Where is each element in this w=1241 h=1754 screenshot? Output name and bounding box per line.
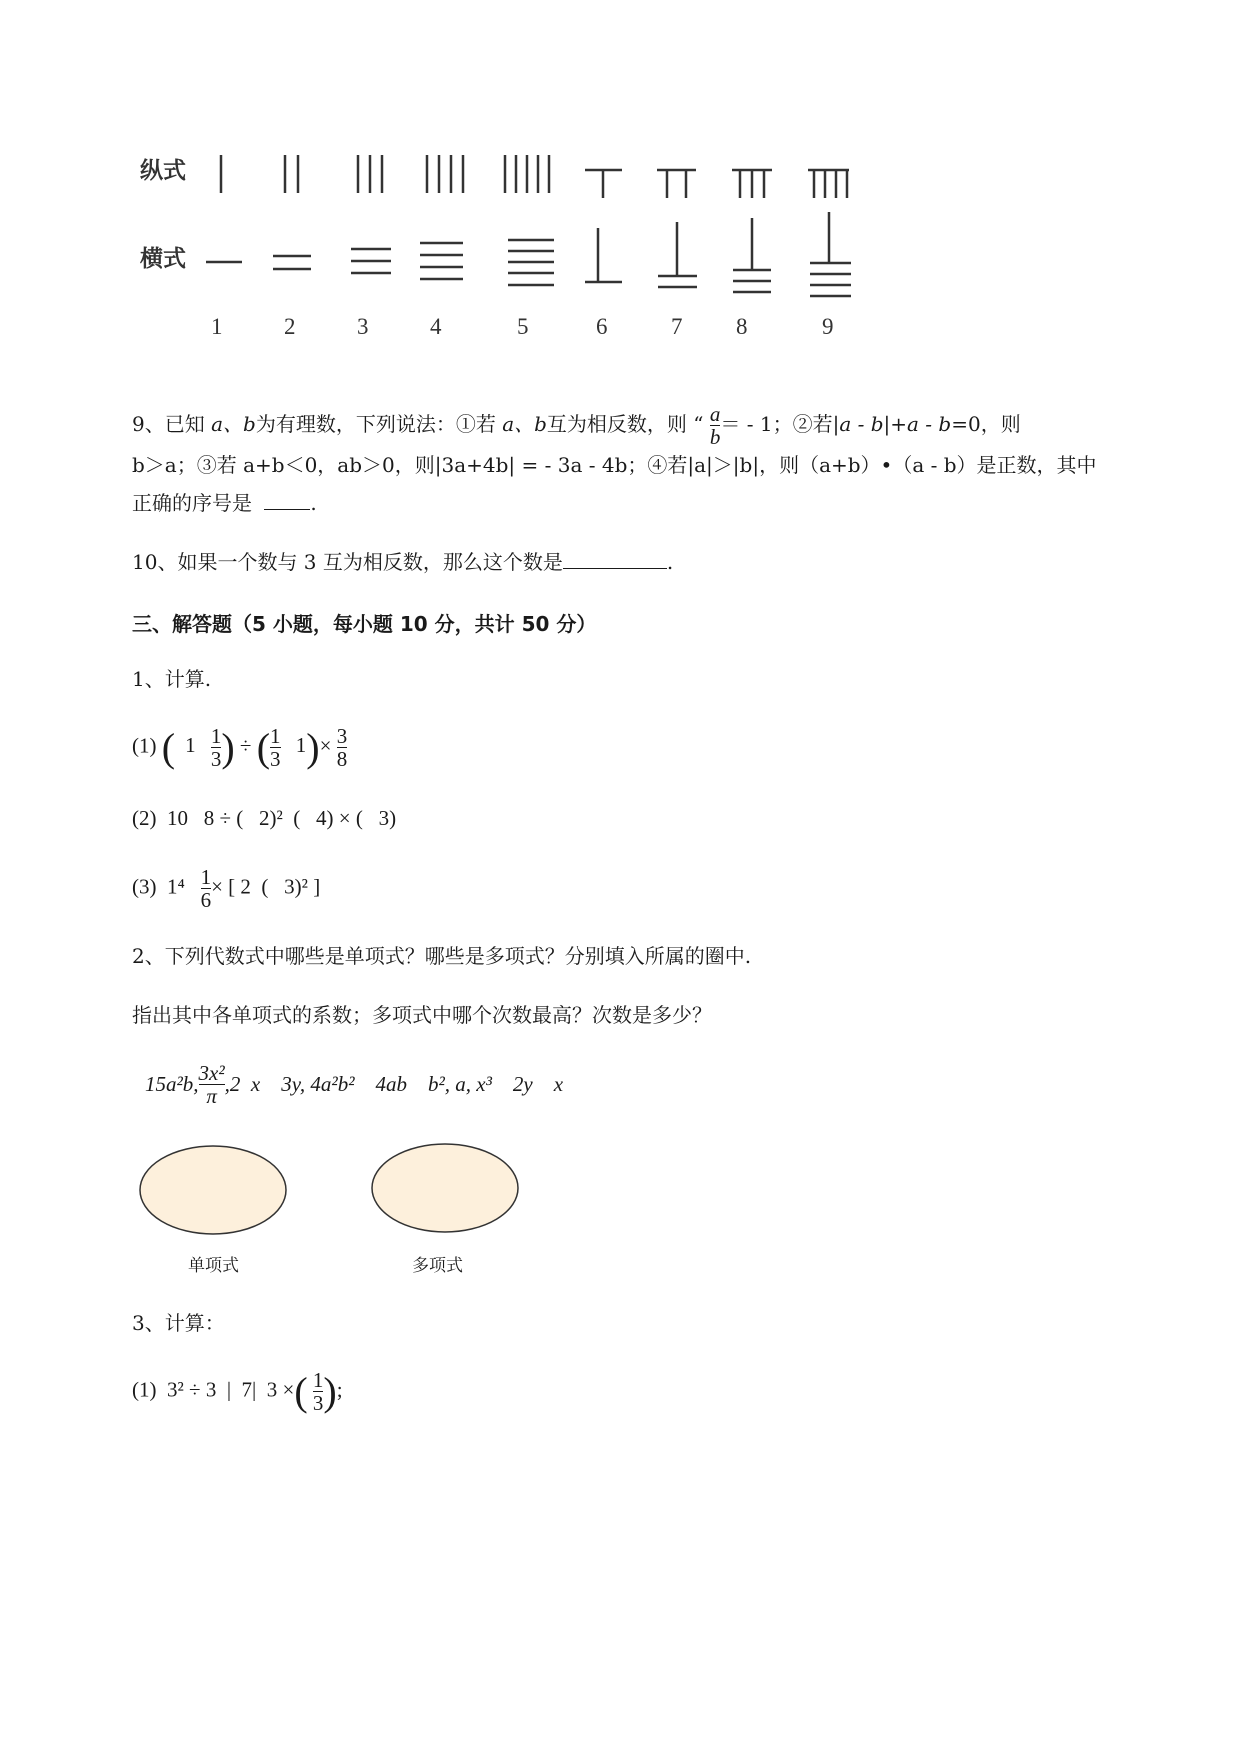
rod-number-8: 8 xyxy=(736,314,748,339)
rod-number-5: 5 xyxy=(517,314,529,339)
p2-expression-list: 15a²b, $\frac{\text{3x²}}{\pi}$ ,2 x 3y, 4a²b² 4ab b², a, x³ 2y x xyxy=(145,1061,564,1108)
rod-number-4: 4 xyxy=(430,314,442,339)
section-heading: 三、解答题（5 小题，每小题 10 分，共计 50 分） xyxy=(132,612,597,636)
q10-answer-blank[interactable] xyxy=(563,550,667,569)
p3-title: 3、计算： xyxy=(132,1311,225,1335)
p1-title: 1、计算. xyxy=(132,667,212,691)
p1-item2: (2) 10 8 ÷ ( 2)² ( 4) × ( 3) xyxy=(132,806,397,830)
q9-fraction: $\frac{a}{b}$ xyxy=(709,402,721,449)
vertical-rods xyxy=(221,155,849,198)
row-label-horizontal: 横式 xyxy=(140,246,186,272)
rod-number-6: 6 xyxy=(596,314,608,339)
rod-numeral-figure xyxy=(0,0,1241,360)
rod-number-2: 2 xyxy=(284,314,296,339)
p3-item1: (1) 3² ÷ 3 | 7| 3 ×( $\frac{1}{3}$ ); xyxy=(132,1368,343,1415)
q9-answer-blank[interactable] xyxy=(264,491,310,510)
monomial-oval[interactable] xyxy=(140,1146,286,1234)
classification-ovals xyxy=(130,1140,530,1240)
polynomial-label: 多项式 xyxy=(412,1256,463,1276)
q10-line: 10、如果一个数与 3 互为相反数，那么这个数是 . xyxy=(132,550,674,574)
rod-number-3: 3 xyxy=(357,314,369,339)
q9-line3: 正确的序号是 . xyxy=(132,491,317,515)
q9-line1: 9、已知 a、b为有理数，下列说法：①若 a、b互为相反数，则 “ $\frac{a}{b}$ ＝ - 1；②若|a - b|+a - b=0，则 xyxy=(132,402,1021,449)
row-label-vertical: 纵式 xyxy=(140,158,186,184)
rod-number-9: 9 xyxy=(822,314,834,339)
p1-item3: (3) 1⁴ $\frac{1}{6}$ × [ 2 ( 3)² ] xyxy=(132,865,321,912)
rod-number-1: 1 xyxy=(211,314,223,339)
monomial-label: 单项式 xyxy=(188,1256,239,1276)
q9-line2: b＞a；③若 a+b＜0，ab＞0，则|3a+4b| = - 3a - 4b；④若|a|＞|b|，则（a+b）•（a - b）是正数，其中 xyxy=(132,453,1097,477)
p1-item1: (1) ( 1 $\frac{1}{3}$ ) ÷ ( $\frac{1}{3}$ 1)× $\frac{3}{8}$ xyxy=(132,724,348,771)
horizontal-rods xyxy=(206,212,851,296)
polynomial-oval[interactable] xyxy=(372,1144,518,1232)
p2-title: 2、下列代数式中哪些是单项式？哪些是多项式？分别填入所属的圈中. xyxy=(132,944,752,968)
p2-subtitle: 指出其中各单项式的系数；多项式中哪个次数最高？次数是多少？ xyxy=(132,1003,712,1027)
rod-number-7: 7 xyxy=(671,314,683,339)
